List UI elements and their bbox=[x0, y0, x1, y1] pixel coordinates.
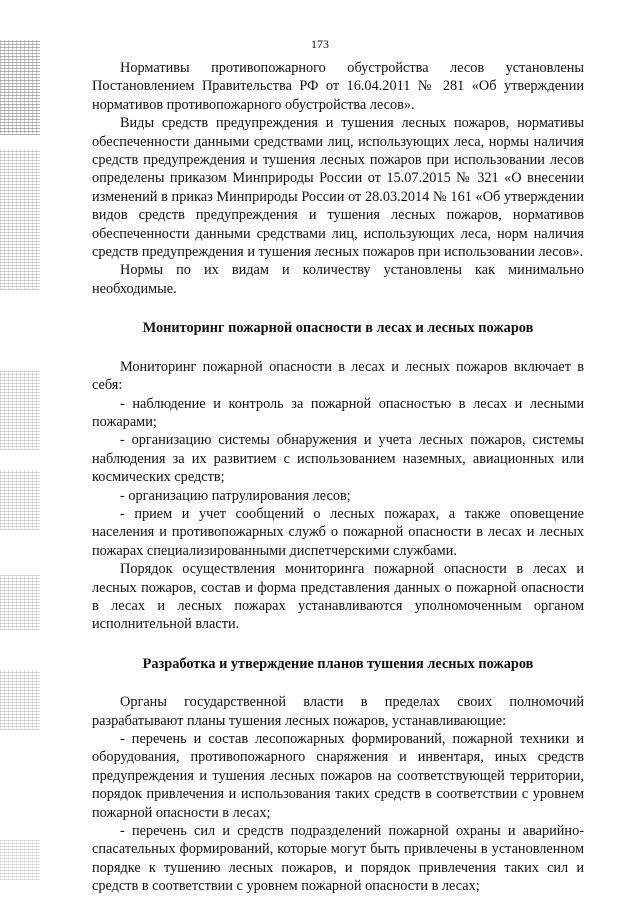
paragraph: Нормативы противопожарного обустройства лесов установлены Постановлением Правительства РФ от 16.04.2011 № 281 «Об утверждении нормативов противопожарного обустройства лесов». bbox=[92, 60, 584, 113]
scan-margin-noise bbox=[0, 575, 40, 630]
section-heading: Мониторинг пожарной опасности в лесах и лесных пожаров bbox=[142, 320, 534, 337]
list-item: - перечень и состав лесопожарных формирований, пожарной техники и оборудования, противопожарного снаряжения и инвентаря, иных средств предупреждения и тушения лесных пожаров на соответствующей территории, порядок привлечения и использования таких средств в соответствии с уровнем пожарной опасности в лесах; bbox=[92, 731, 584, 821]
scan-margin-noise bbox=[0, 370, 40, 450]
list-item: - прием и учет сообщений о лесных пожарах, а также оповещение населения и противопожарных служб о пожарной опасности в лесах и лесных пожарах специализированными диспетчерскими службами. bbox=[92, 505, 584, 559]
list-item: - наблюдение и контроль за пожарной опасностью в лесах и лесными пожарами; bbox=[92, 395, 584, 430]
scan-margin-noise bbox=[0, 840, 40, 880]
page-number: 173 bbox=[311, 37, 329, 51]
paragraph: Нормы по их видам и количеству установлены как минимально необходимые. bbox=[92, 262, 584, 297]
scan-margin-noise bbox=[0, 470, 40, 530]
paragraph: Виды средств предупреждения и тушения лесных пожаров, нормативы обеспеченности данными средствами лиц, использующих леса, нормы наличия средств предупреждения и тушения лесных пожаров при использовании лесов определены приказом Минприроды России от 15.07.2015 № 321 «О внесении изменений в приказ Минприроды России от 28.03.2014 № 161 «Об утверждении видов средств предупреждения и тушения лесных пожаров, нормативов обеспеченности данными средствами лиц, использующих леса, норм наличия средств предупреждения и тушения лесных пожаров при использовании лесов». bbox=[92, 115, 584, 261]
list-item: - перечень сил и средств подразделений пожарной охраны и аварийно-спасательных формирований, которые могут быть привлечены в установленном порядке к тушению лесных пожаров, и порядок привлечения таких сил и средств в соответствии с уровнем пожарной опасности в лесах; bbox=[92, 823, 584, 895]
document-body bbox=[92, 59, 584, 896]
paragraph: Мониторинг пожарной опасности в лесах и лесных пожаров включает в себя: bbox=[92, 358, 584, 394]
paragraph: Органы государственной власти в пределах своих полномочий разрабатывают планы тушения лесных пожаров, устанавливающие: bbox=[92, 694, 584, 729]
scan-margin-noise bbox=[0, 670, 40, 730]
list-item: - организацию системы обнаружения и учета лесных пожаров, системы наблюдения за их развитием с использованием наземных, авиационных или космических средств; bbox=[92, 432, 584, 486]
paragraph: Порядок осуществления мониторинга пожарной опасности в лесах и лесных пожаров, состав и форма представления данных о пожарной опасности в лесах и лесных пожарах устанавливаются уполномоченным органом исполнительной власти. bbox=[92, 561, 584, 633]
scan-margin-noise bbox=[0, 150, 40, 290]
section-heading: Разработка и утверждение планов тушения лесных пожаров bbox=[142, 655, 534, 672]
scan-margin-noise bbox=[0, 40, 40, 135]
list-item: - организацию патрулирования лесов; bbox=[120, 487, 351, 504]
